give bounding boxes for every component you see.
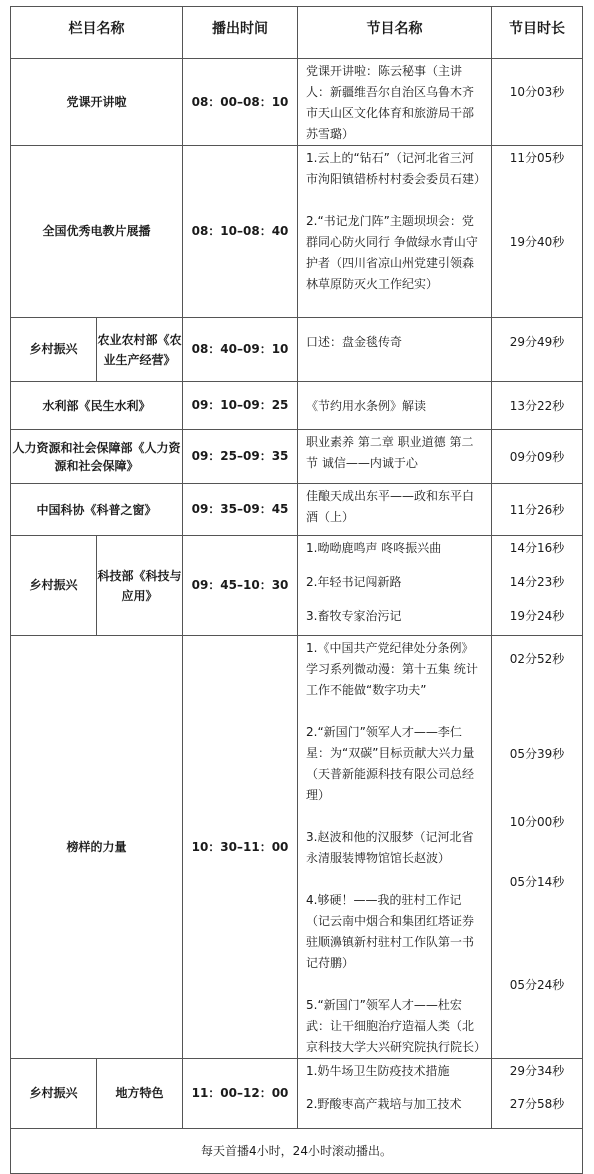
footer-row (11, 1129, 583, 1174)
header-broadcast-time: 播出时间 (183, 7, 298, 59)
program-title: 2.“书记龙门阵”主题坝坝会：党群同心防火同行 争做绿水青山守护者（四川省凉山州党建引领森林草原防灭火工作纪实） (306, 214, 478, 291)
program-duration: 19分24秒 (509, 609, 565, 623)
program-title: 口述：盘金毯传奇 (306, 335, 403, 349)
program-title: 《节约用水条例》解读 (306, 399, 427, 413)
program-duration: 02分52秒 (509, 652, 565, 666)
program-duration: 13分22秒 (509, 399, 565, 413)
header-row (11, 7, 583, 59)
header-column-name: 栏目名称 (11, 7, 183, 59)
broadcast-time: 08：40–09：10 (183, 318, 298, 382)
broadcast-time: 08：00–08：10 (183, 59, 298, 146)
table-row (11, 59, 583, 146)
column-subname: 地方特色 (97, 1059, 183, 1129)
broadcast-time: 09：45–10：30 (183, 536, 298, 636)
program-title: 2.“新国门”领军人才——李仁星：为“双碳”目标贡献大兴力量（天普新能源科技有限公司总经理） (306, 725, 475, 802)
table-row (11, 536, 583, 636)
program-duration: 05分39秒 (509, 747, 565, 761)
table-row (11, 484, 583, 536)
program-title: 1.奶牛场卫生防疫技术措施 (306, 1064, 450, 1078)
program-title: 1.呦呦鹿鸣声 咚咚振兴曲 (306, 541, 442, 555)
program-title: 5.“新国门”领军人才——杜宏武：让干细胞治疗造福人类（北京科技大学大兴研究院执行院长） (306, 998, 487, 1054)
broadcast-time: 09：25–09：35 (183, 430, 298, 484)
column-name: 水利部《民生水利》 (11, 382, 183, 430)
program-title: 3.畜牧专家治污记 (306, 609, 402, 623)
broadcast-time: 10：30–11：00 (183, 636, 298, 1059)
program-title: 1.《中国共产党纪律处分条例》学习系列微动漫：第十五集 统计工作不能做“数字功夫” (306, 641, 478, 697)
program-duration: 14分23秒 (509, 575, 565, 589)
program-title: 1.云上的“钻石”（记河北省三河市泃阳镇错桥村村委会委员石建） (306, 151, 487, 186)
program-title: 3.赵波和他的汉服梦（记河北省永清服装博物馆馆长赵波） (306, 830, 474, 865)
broadcast-time: 11：00–12：00 (183, 1059, 298, 1129)
program-duration: 11分05秒 (509, 151, 565, 165)
column-subname: 科技部《科技与应用》 (97, 536, 183, 636)
program-title: 2.年轻书记闯新路 (306, 575, 402, 589)
column-name: 全国优秀电教片展播 (11, 146, 183, 318)
schedule-table (10, 6, 583, 1174)
program-duration: 10分00秒 (509, 815, 565, 829)
table-row (11, 318, 583, 382)
column-name: 党课开讲啦 (11, 59, 183, 146)
broadcast-time: 09：35–09：45 (183, 484, 298, 536)
program-duration: 11分26秒 (509, 503, 565, 517)
table-row (11, 146, 583, 318)
column-name: 中国科协《科普之窗》 (11, 484, 183, 536)
column-name: 乡村振兴 (11, 1059, 97, 1129)
table-row (11, 636, 583, 1059)
program-duration: 05分14秒 (509, 875, 565, 889)
program-duration: 29分49秒 (509, 335, 565, 349)
table-row (11, 382, 583, 430)
column-name: 榜样的力量 (11, 636, 183, 1059)
column-name: 乡村振兴 (11, 318, 97, 382)
program-duration: 05分24秒 (509, 978, 565, 992)
program-duration: 27分58秒 (509, 1097, 565, 1111)
column-name: 乡村振兴 (11, 536, 97, 636)
program-title: 职业素养 第二章 职业道德 第二节 诚信——内诚于心 (306, 435, 474, 470)
broadcast-time: 09：10–09：25 (183, 382, 298, 430)
program-duration: 09分09秒 (509, 450, 565, 464)
column-subname: 农业农村部《农业生产经营》 (97, 318, 183, 382)
broadcast-time: 08：10–08：40 (183, 146, 298, 318)
program-duration: 29分34秒 (509, 1064, 565, 1078)
program-title: 佳酿天成出东平——政和东平白酒（上） (306, 489, 475, 524)
header-duration: 节目时长 (492, 7, 583, 59)
program-duration: 19分40秒 (509, 235, 565, 249)
header-program-name: 节目名称 (298, 7, 492, 59)
program-title: 2.野酸枣高产栽培与加工技术 (306, 1097, 462, 1111)
program-duration: 10分03秒 (509, 85, 565, 99)
program-title: 党课开讲啦：陈云秘事（主讲人：新疆维吾尔自治区乌鲁木齐市天山区文化体育和旅游局干部苏雪璐） (306, 64, 475, 141)
program-duration: 14分16秒 (509, 541, 565, 555)
column-name: 人力资源和社会保障部《人力资源和社会保障》 (11, 430, 183, 484)
table-row (11, 430, 583, 484)
table-row (11, 1059, 583, 1129)
program-title: 4.够硬！——我的驻村工作记（记云南中烟合和集团红塔证券驻顺濞镇新村驻村工作队第一书记苻鹏） (306, 893, 475, 970)
broadcast-note: 每天首播4小时，24小时滚动播出。 (11, 1129, 583, 1174)
